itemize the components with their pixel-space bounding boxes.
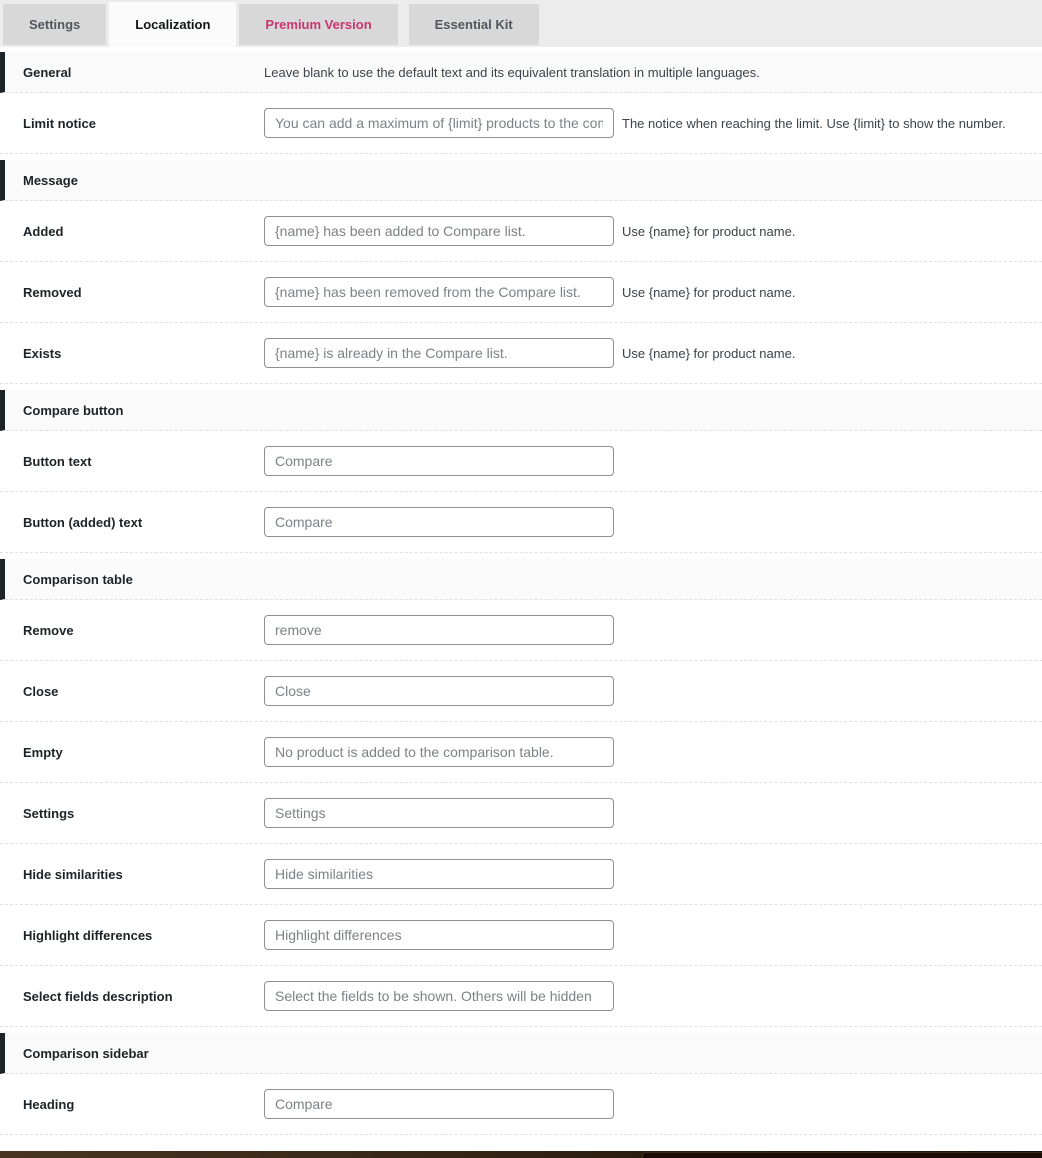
field-description: The notice when reaching the limit. Use {limit} to show the number. xyxy=(622,115,1006,131)
bottom-partial-content xyxy=(0,1151,1042,1158)
section-header-comparison-table xyxy=(0,559,1042,600)
field-label: Remove xyxy=(23,622,74,638)
field-label: Limit notice xyxy=(23,115,96,131)
field-row-settings xyxy=(0,783,1042,844)
field-row-added xyxy=(0,201,1042,262)
exists-message-input[interactable] xyxy=(264,338,614,368)
section-title: Comparison sidebar xyxy=(23,1045,149,1061)
section-header-compare-button xyxy=(0,390,1042,431)
field-label: Close xyxy=(23,683,59,699)
field-description: Use {name} for product name. xyxy=(622,223,796,239)
section-title: Compare button xyxy=(23,402,124,418)
field-label: Removed xyxy=(23,284,82,300)
field-row-button-text xyxy=(0,431,1042,492)
section-description: Leave blank to use the default text and its equivalent translation in multiple languages. xyxy=(264,64,760,80)
settings-tab-bar xyxy=(0,0,1042,47)
section-title: General xyxy=(23,64,72,80)
field-row-close xyxy=(0,661,1042,722)
field-label: Heading xyxy=(23,1096,75,1112)
close-input[interactable] xyxy=(264,676,614,706)
section-title: Message xyxy=(23,172,78,188)
bottom-partial-bar xyxy=(642,1152,1042,1158)
field-row-removed xyxy=(0,262,1042,323)
field-row-hide-similarities xyxy=(0,844,1042,905)
section-comparison-sidebar xyxy=(0,1033,1042,1135)
field-row-highlight-differences xyxy=(0,905,1042,966)
field-description: Use {name} for product name. xyxy=(622,345,796,361)
highlight-differences-input[interactable] xyxy=(264,920,614,950)
field-label: Added xyxy=(23,223,64,239)
field-row-button-added-text xyxy=(0,492,1042,553)
hide-similarities-input[interactable] xyxy=(264,859,614,889)
tab-essential-kit[interactable]: Essential Kit xyxy=(409,4,539,45)
tab-localization[interactable]: Localization xyxy=(109,2,236,47)
field-label: Button (added) text xyxy=(23,514,143,530)
remove-input[interactable] xyxy=(264,615,614,645)
field-label: Button text xyxy=(23,453,92,469)
field-label: Highlight differences xyxy=(23,927,153,943)
bottom-spacer xyxy=(0,1135,1042,1151)
field-label: Empty xyxy=(23,744,63,760)
field-row-heading xyxy=(0,1074,1042,1135)
tab-settings[interactable]: Settings xyxy=(3,4,106,45)
section-general xyxy=(0,52,1042,154)
section-header-comparison-sidebar xyxy=(0,1033,1042,1074)
removed-message-input[interactable] xyxy=(264,277,614,307)
section-header-message xyxy=(0,160,1042,201)
field-label: Exists xyxy=(23,345,62,361)
field-label: Select fields description xyxy=(23,988,173,1004)
field-row-limit-notice xyxy=(0,93,1042,154)
field-row-empty xyxy=(0,722,1042,783)
field-row-select-fields-description xyxy=(0,966,1042,1027)
limit-notice-input[interactable] xyxy=(264,108,614,138)
section-compare-button xyxy=(0,390,1042,553)
section-message xyxy=(0,160,1042,384)
section-header-general xyxy=(0,52,1042,93)
select-fields-description-input[interactable] xyxy=(264,981,614,1011)
button-text-input[interactable] xyxy=(264,446,614,476)
field-label: Hide similarities xyxy=(23,866,123,882)
empty-input[interactable] xyxy=(264,737,614,767)
sidebar-heading-input[interactable] xyxy=(264,1089,614,1119)
settings-input[interactable] xyxy=(264,798,614,828)
section-comparison-table xyxy=(0,559,1042,1027)
field-description: Use {name} for product name. xyxy=(622,284,796,300)
button-added-text-input[interactable] xyxy=(264,507,614,537)
localization-panel xyxy=(0,47,1042,1158)
section-title: Comparison table xyxy=(23,571,133,587)
field-label: Settings xyxy=(23,805,75,821)
field-row-exists xyxy=(0,323,1042,384)
field-row-remove xyxy=(0,600,1042,661)
tab-premium-version[interactable]: Premium Version xyxy=(239,4,397,45)
added-message-input[interactable] xyxy=(264,216,614,246)
